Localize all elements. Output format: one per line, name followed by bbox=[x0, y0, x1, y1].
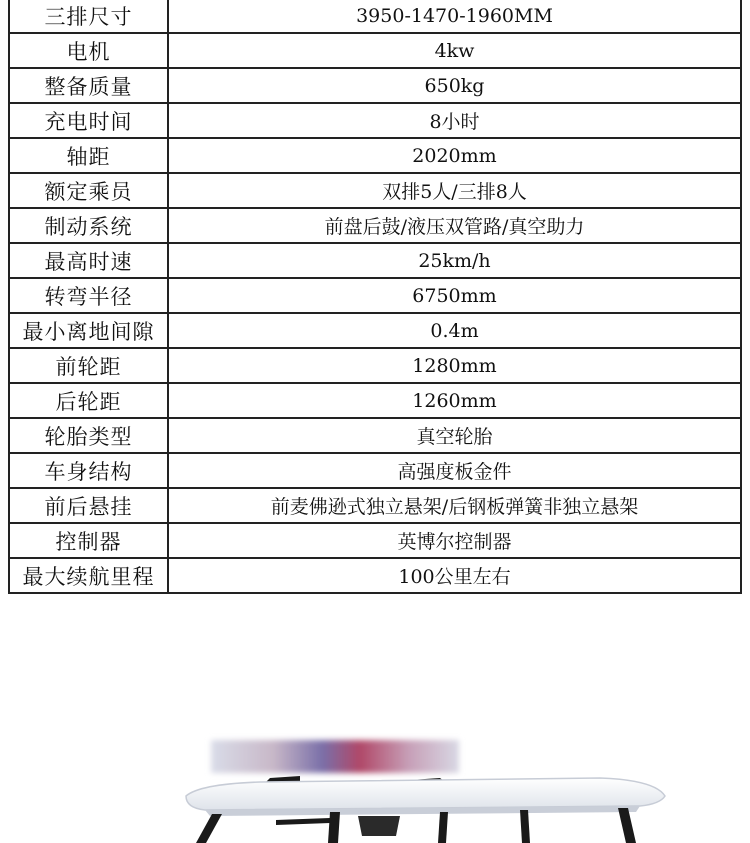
spec-label: 车身结构 bbox=[9, 453, 168, 488]
spec-value: 1280mm bbox=[168, 348, 741, 383]
spec-value: 650kg bbox=[168, 68, 741, 103]
spec-label: 最小离地间隙 bbox=[9, 313, 168, 348]
spec-label: 最大续航里程 bbox=[9, 558, 168, 593]
table-row bbox=[9, 33, 741, 68]
spec-label: 电机 bbox=[9, 33, 168, 68]
spec-label: 前轮距 bbox=[9, 348, 168, 383]
spec-table bbox=[8, 0, 742, 594]
table-row bbox=[9, 383, 741, 418]
table-row bbox=[9, 243, 741, 278]
spec-value: 双排5人/三排8人 bbox=[168, 173, 741, 208]
table-row bbox=[9, 0, 741, 33]
table-row bbox=[9, 348, 741, 383]
table-row bbox=[9, 313, 741, 348]
spec-label: 前后悬挂 bbox=[9, 488, 168, 523]
vehicle-photo bbox=[0, 700, 750, 843]
spec-label: 后轮距 bbox=[9, 383, 168, 418]
table-row bbox=[9, 103, 741, 138]
table-row bbox=[9, 418, 741, 453]
table-row bbox=[9, 173, 741, 208]
table-row bbox=[9, 488, 741, 523]
spec-value: 高强度板金件 bbox=[168, 453, 741, 488]
spec-value: 8小时 bbox=[168, 103, 741, 138]
spec-label: 最高时速 bbox=[9, 243, 168, 278]
table-row bbox=[9, 278, 741, 313]
spec-label: 三排尺寸 bbox=[9, 0, 168, 33]
table-row bbox=[9, 558, 741, 593]
table-row bbox=[9, 138, 741, 173]
table-row bbox=[9, 68, 741, 103]
spec-value: 6750mm bbox=[168, 278, 741, 313]
spec-label: 控制器 bbox=[9, 523, 168, 558]
spec-label: 轴距 bbox=[9, 138, 168, 173]
spec-value: 25km/h bbox=[168, 243, 741, 278]
spec-label: 充电时间 bbox=[9, 103, 168, 138]
light-bar bbox=[211, 740, 459, 773]
spec-value: 真空轮胎 bbox=[168, 418, 741, 453]
spec-value: 4kw bbox=[168, 33, 741, 68]
table-row bbox=[9, 453, 741, 488]
vehicle-roof bbox=[186, 778, 665, 816]
spec-value: 3950-1470-1960MM bbox=[168, 0, 741, 33]
spec-value: 2020mm bbox=[168, 138, 741, 173]
spec-label: 整备质量 bbox=[9, 68, 168, 103]
spec-value: 前麦佛逊式独立悬架/后钢板弹簧非独立悬架 bbox=[168, 488, 741, 523]
spec-label: 转弯半径 bbox=[9, 278, 168, 313]
table-row bbox=[9, 523, 741, 558]
spec-value: 英博尔控制器 bbox=[168, 523, 741, 558]
spec-label: 轮胎类型 bbox=[9, 418, 168, 453]
spec-label: 额定乘员 bbox=[9, 173, 168, 208]
spec-value: 100公里左右 bbox=[168, 558, 741, 593]
spec-value: 前盘后鼓/液压双管路/真空助力 bbox=[168, 208, 741, 243]
table-row bbox=[9, 208, 741, 243]
spec-value: 0.4m bbox=[168, 313, 741, 348]
spec-value: 1260mm bbox=[168, 383, 741, 418]
spec-label: 制动系统 bbox=[9, 208, 168, 243]
